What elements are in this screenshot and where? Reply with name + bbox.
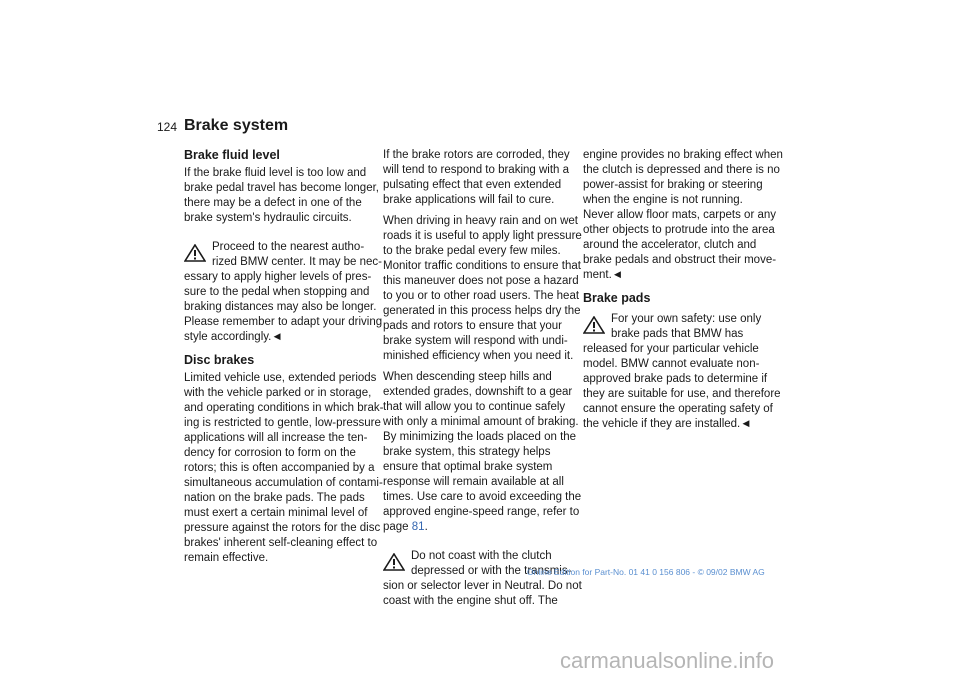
text-line: generated in this process helps dry the	[383, 305, 581, 317]
text-line: braking distances may also be longer.	[184, 301, 377, 313]
warning-icon	[383, 553, 405, 571]
warning-icon	[184, 244, 206, 262]
paragraph	[383, 214, 582, 364]
text-line: By minimizing the loads placed on the	[383, 431, 577, 443]
text-line: ensure that optimal brake system	[383, 461, 553, 473]
text-line: rotors; this is often accompanied by a	[184, 462, 375, 474]
text-line: depressed or with the transmis-	[411, 565, 572, 577]
text-line: applications will all increase the ten-	[184, 432, 368, 444]
text-line: with the vehicle parked or in storage,	[184, 387, 372, 399]
text-line: times. Use care to avoid exceeding the	[383, 491, 582, 503]
paragraph-lines	[383, 370, 582, 520]
text-line: around the accelerator, clutch and	[583, 239, 757, 251]
text-line: brakes' inherent self-cleaning effect to	[184, 537, 378, 549]
text-line: minished efficiency when you need it.	[383, 350, 574, 362]
text-line: must exert a certain minimal level of	[184, 507, 368, 519]
text-line: the vehicle if they are installed.◄	[583, 418, 752, 430]
page-title: Brake system	[184, 117, 289, 134]
text-line: with only a minimal amount of braking.	[383, 416, 579, 428]
text-line: When descending steep hills and	[383, 371, 552, 383]
section-heading-brake-pads: Brake pads	[583, 291, 651, 305]
paragraph	[184, 371, 384, 566]
page-reference-link[interactable]: 81	[411, 521, 425, 533]
text-line: approved brake pads to determine if	[583, 373, 768, 385]
text-line: released for your particular vehicle	[583, 343, 759, 355]
text-line: dency for corrosion to form on the	[184, 447, 356, 459]
page-reference-prefix: page	[383, 521, 412, 533]
paragraph	[583, 148, 783, 283]
text-line: they are suitable for use, and therefore	[583, 388, 781, 400]
text-line: Proceed to the nearest autho-	[212, 241, 365, 253]
text-line: extended grades, downshift to a gear	[383, 386, 573, 398]
text-line: ing is restricted to gentle, low-pressure	[184, 417, 381, 429]
warning-icon	[583, 316, 605, 334]
warning-note	[184, 240, 383, 345]
text-line: that will allow you to continue safely	[383, 401, 566, 413]
text-line: ment.◄	[583, 269, 624, 281]
warning-text	[383, 549, 582, 609]
warning-text	[184, 240, 383, 345]
text-line: will tend to respond to braking with a	[383, 164, 570, 176]
text-line: other objects to protrude into the area	[583, 224, 775, 236]
section-heading-brake-fluid: Brake fluid level	[184, 148, 280, 162]
paragraph	[184, 166, 379, 226]
text-line: remain effective.	[184, 552, 269, 564]
text-line: to the brake pedal every few miles.	[383, 245, 561, 257]
text-line: style accordingly.◄	[184, 331, 283, 343]
text-line: rized BMW center. It may be nec-	[212, 256, 383, 268]
text-line: model. BMW cannot evaluate non-	[583, 358, 760, 370]
text-line: Never allow floor mats, carpets or any	[583, 209, 777, 221]
text-line: response will remain available at all	[383, 476, 564, 488]
text-line: approved engine-speed range, refer to	[383, 506, 580, 518]
text-line: Do not coast with the clutch	[411, 550, 552, 562]
text-line: and operating conditions in which brak-	[184, 402, 384, 414]
text-line: brake system will respond with undi-	[383, 335, 568, 347]
text-line: brake pedals and obstruct their move-	[583, 254, 777, 266]
text-line: brake system's hydraulic circuits.	[184, 212, 352, 224]
page-reference-line	[383, 520, 578, 535]
text-line: brake system, this strategy helps	[383, 446, 551, 458]
text-line: pressure against the rotors for the disc	[184, 522, 381, 534]
text-line: sion or selector lever in Neutral. Do not	[383, 580, 582, 592]
page-number: 124	[157, 120, 178, 134]
column-3	[583, 148, 783, 438]
watermark: carmanualsonline.info	[560, 648, 775, 673]
column-1	[184, 148, 384, 572]
text-line: When driving in heavy rain and on wet	[383, 215, 578, 227]
text-line: cannot ensure the operating safety of	[583, 403, 773, 415]
section-heading-disc-brakes: Disc brakes	[184, 353, 255, 367]
warning-note	[383, 549, 582, 609]
paragraph	[383, 370, 582, 535]
footer-edition-note: Online Edition for Part-No. 01 41 0 156 806 - © 09/02 BMW AG	[527, 567, 765, 577]
text-line: when the engine is not running.	[583, 194, 743, 206]
text-line: brake applications will fail to cure.	[383, 194, 555, 206]
text-line: this maneuver does not pose a hazard	[383, 275, 579, 287]
text-line: sure to the pedal when stopping and	[184, 286, 370, 298]
text-line: roads it is useful to apply light pressure	[383, 230, 582, 242]
text-line: power-assist for braking or steering	[583, 179, 763, 191]
text-line: to you or to other road users. The heat	[383, 290, 580, 302]
text-line: brake pads that BMW has	[611, 328, 744, 340]
text-line: If the brake fluid level is too low and	[184, 167, 367, 179]
column-2	[383, 148, 582, 615]
text-line: nation on the brake pads. The pads	[184, 492, 365, 504]
text-line: engine provides no braking effect when	[583, 149, 783, 161]
warning-note	[583, 312, 783, 432]
text-line: pads and rotors to ensure that your	[383, 320, 562, 332]
text-line: Monitor traffic conditions to ensure that	[383, 260, 581, 272]
warning-text	[583, 312, 783, 432]
text-line: If the brake rotors are corroded, they	[383, 149, 570, 161]
text-line: the clutch is depressed and there is no	[583, 164, 780, 176]
text-line: brake pedal travel has become longer,	[184, 182, 379, 194]
text-line: pulsating effect that even extended	[383, 179, 562, 191]
text-line: Please remember to adapt your driving	[184, 316, 383, 328]
text-line: essary to apply higher levels of pres-	[184, 271, 372, 283]
page-reference-suffix: .	[424, 521, 428, 533]
text-line: coast with the engine shut off. The	[383, 595, 558, 607]
text-line: simultaneous accumulation of contami-	[184, 477, 383, 489]
text-line: there may be a defect in one of the	[184, 197, 362, 209]
text-line: For your own safety: use only	[611, 313, 762, 325]
paragraph	[383, 148, 578, 208]
text-line: Limited vehicle use, extended periods	[184, 372, 377, 384]
